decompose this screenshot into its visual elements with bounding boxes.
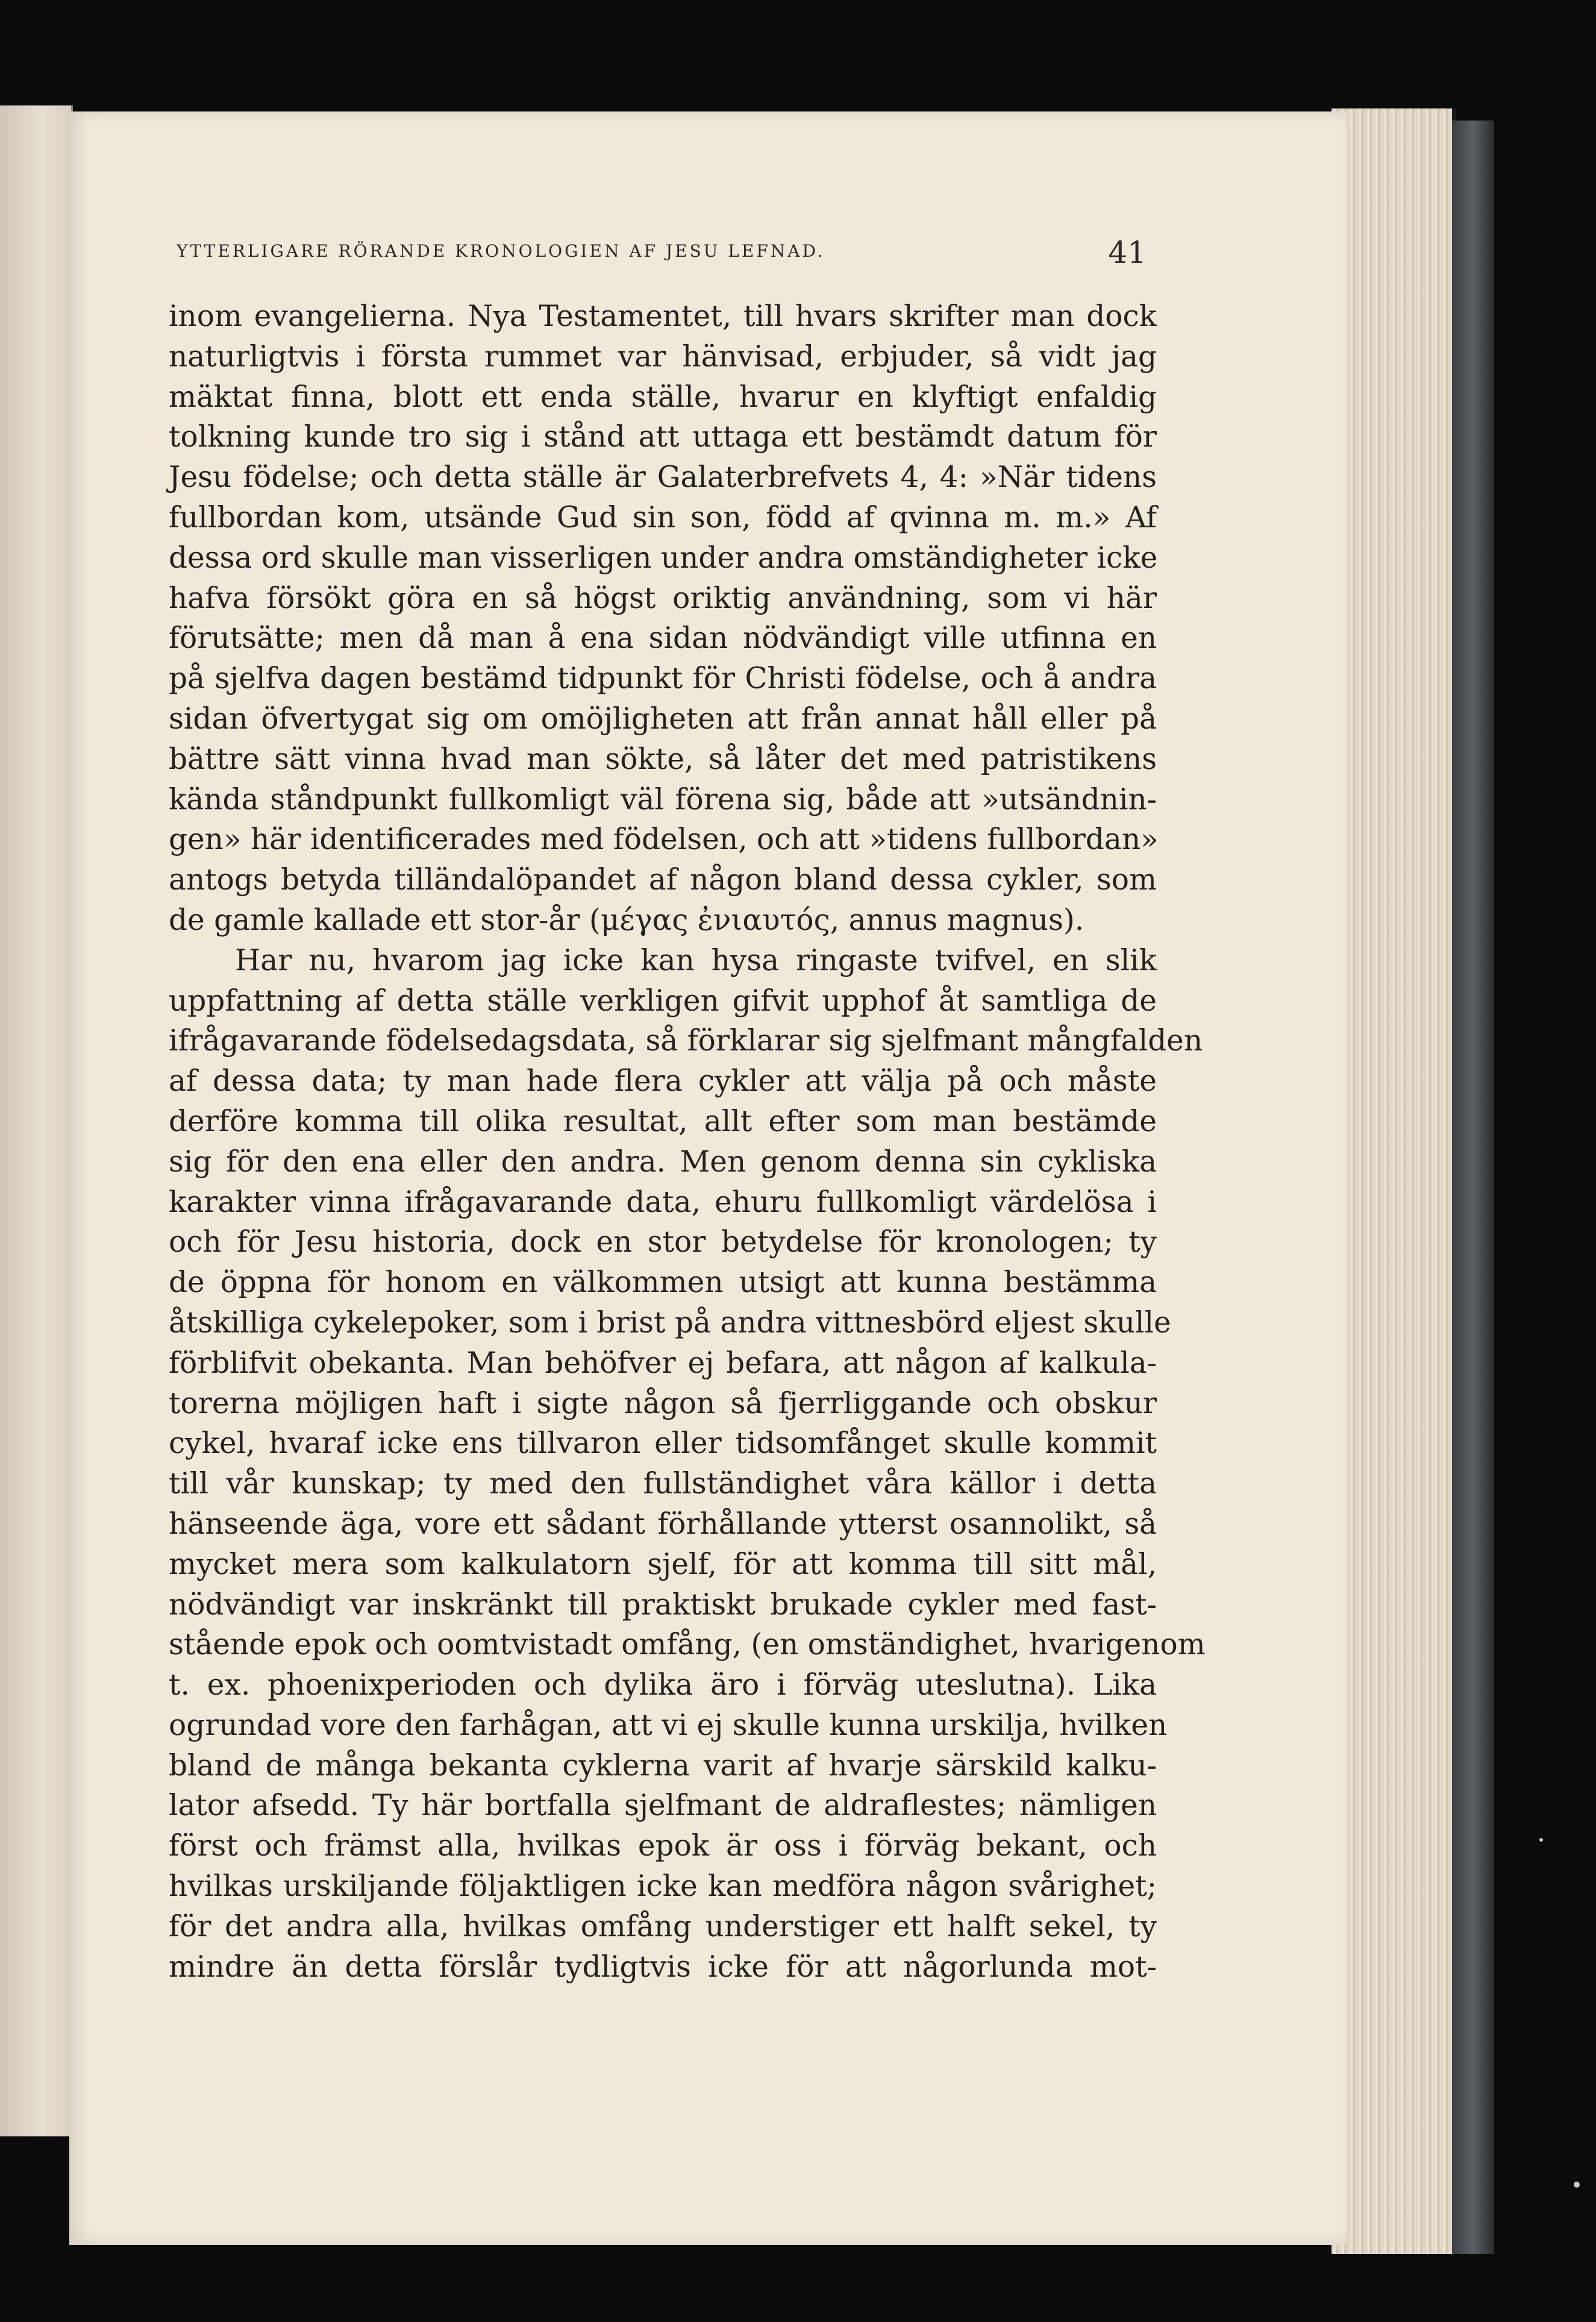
text-line: mäktat finna, blott ett enda ställe, hvarur en klyftigt enfaldig bbox=[169, 380, 1157, 414]
text-line: mycket mera som kalkulatorn sjelf, för att komma till sitt mål, bbox=[169, 1547, 1157, 1581]
text-line: på sjelfva dagen bestämd tidpunkt för Christi födelse, och å andra bbox=[169, 662, 1157, 696]
page-header bbox=[177, 235, 1147, 269]
text-line: Jesu födelse; och detta ställe är Galaterbrefvets 4, 4: »När tidens bbox=[169, 460, 1157, 495]
facing-page-edge bbox=[0, 105, 73, 2136]
text-line: dessa ord skulle man visserligen under andra omständigheter icke bbox=[169, 541, 1158, 575]
text-line: uppfattning af detta ställe verkligen gifvit upphof åt samtliga de bbox=[169, 984, 1157, 1018]
text-line: bättre sätt vinna hvad man sökte, så låter det med patristikens bbox=[169, 742, 1157, 776]
text-line: Har nu, hvarom jag icke kan hysa ringaste tvifvel, en slik bbox=[235, 943, 1157, 977]
body-text bbox=[169, 297, 1206, 1987]
text-line: lator afsedd. Ty här bortfalla sjelfmant de aldraflestes; nämligen bbox=[169, 1789, 1157, 1823]
text-line: antogs betyda tilländalöpandet af någon bland dessa cykler, som bbox=[169, 863, 1157, 897]
text-line: förblifvit obekanta. Man behöfver ej befara, att någon af kalkula- bbox=[169, 1346, 1157, 1380]
text-line: torerna möjligen haft i sigte någon så fjerrliggande och obskur bbox=[169, 1386, 1157, 1420]
text-line: derföre komma till olika resultat, allt efter som man bestämde bbox=[169, 1104, 1157, 1138]
book-cover-edge bbox=[1452, 121, 1494, 2254]
dust-speck bbox=[1539, 1838, 1543, 1842]
text-line: mindre än detta förslår tydligtvis icke för att någorlunda mot- bbox=[169, 1950, 1157, 1984]
text-line: t. ex. phoenixperioden och dylika äro i förväg uteslutna). Lika bbox=[169, 1668, 1157, 1702]
page-number: 41 bbox=[1108, 235, 1147, 270]
text-line: och för Jesu historia, dock en stor betydelse för kronologen; ty bbox=[169, 1225, 1157, 1260]
text-line: gen» här identificerades med födelsen, och att »tidens fullbordan» bbox=[169, 823, 1159, 857]
text-line: för det andra alla, hvilkas omfång understiger ett halft sekel, ty bbox=[169, 1909, 1157, 1944]
text-line: sidan öfvertygat sig om omöjligheten att från annat håll eller på bbox=[169, 701, 1157, 736]
text-line: stående epok och oomtvistadt omfång, (en omständighet, hvarigenom bbox=[169, 1628, 1206, 1662]
text-line: de öppna för honom en välkommen utsigt att kunna bestämma bbox=[169, 1266, 1157, 1300]
text-line: hänseende äga, vore ett sådant förhållande ytterst osannolikt, så bbox=[169, 1507, 1157, 1541]
text-line: ogrundad vore den farhågan, att vi ej skulle kunna urskilja, hvilken bbox=[169, 1708, 1168, 1742]
text-line: naturligtvis i första rummet var hänvisad, erbjuder, så vidt jag bbox=[169, 339, 1157, 374]
text-line: kända ståndpunkt fullkomligt väl förena sig, både att »utsändnin- bbox=[169, 782, 1157, 817]
text-line: cykel, hvaraf icke ens tillvaron eller tidsomfånget skulle kommit bbox=[169, 1426, 1157, 1461]
text-line: till vår kunskap; ty med den fullständighet våra källor i detta bbox=[169, 1467, 1157, 1501]
dust-speck bbox=[1574, 2182, 1580, 2188]
text-line: ifrågavarande födelsedagsdata, så förklarar sig sjelfmant mångfalden bbox=[169, 1024, 1203, 1058]
text-line: förutsätte; men då man å ena sidan nödvändigt ville utfinna en bbox=[169, 621, 1157, 656]
page-edges bbox=[1332, 108, 1456, 2254]
running-head: YTTERLIGARE RÖRANDE KRONOLOGIEN AF JESU LEFNAD. bbox=[177, 241, 825, 261]
text-line: tolkning kunde tro sig i stånd att uttaga ett bestämdt datum för bbox=[169, 420, 1157, 454]
text-line: åtskilliga cykelepoker, som i brist på andra vittnesbörd eljest skulle bbox=[169, 1305, 1171, 1340]
text-line: fullbordan kom, utsände Gud sin son, född af qvinna m. m.» Af bbox=[169, 500, 1157, 535]
text-line: af dessa data; ty man hade flera cykler att välja på och måste bbox=[169, 1064, 1157, 1099]
text-line: inom evangelierna. Nya Testamentet, till hvars skrifter man dock bbox=[169, 300, 1157, 333]
text-line: hafva försökt göra en så högst oriktig användning, som vi här bbox=[169, 581, 1157, 615]
text-line: bland de många bekanta cyklerna varit af hvarje särskild kalku- bbox=[169, 1748, 1157, 1783]
text-line: de gamle kallade ett stor-år (μέγας ἐνιαυτός, annus magnus). bbox=[169, 903, 1084, 937]
text-line: först och främst alla, hvilkas epok är oss i förväg bekant, och bbox=[169, 1829, 1157, 1863]
text-line: sig för den ena eller den andra. Men genom denna sin cykliska bbox=[169, 1144, 1157, 1179]
text-line: hvilkas urskiljande följaktligen icke kan medföra någon svårighet; bbox=[169, 1869, 1157, 1904]
text-line: karakter vinna ifrågavarande data, ehuru fullkomligt värdelösa i bbox=[169, 1185, 1157, 1219]
text-line: nödvändigt var inskränkt till praktiskt brukade cykler med fast- bbox=[169, 1587, 1157, 1622]
